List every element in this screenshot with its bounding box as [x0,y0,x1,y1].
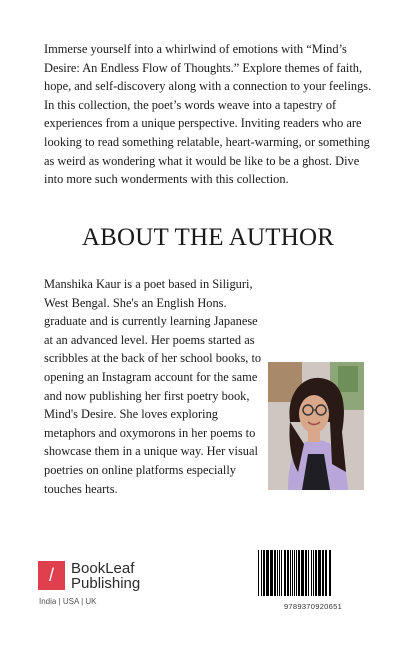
publisher-logo [38,561,198,609]
publisher-name-line2: Publishing [71,575,141,592]
barcode-bars-icon [256,550,370,596]
isbn-number: 9789370920651 [283,602,343,611]
publisher-regions: India | USA | UK [39,597,97,606]
author-photo [268,362,364,490]
publisher-name-line1: BookLeaf [71,560,135,577]
author-bio: Manshika Kaur is a poet based in Siliguri, West Bengal. She's an English Hons. graduate and is currently learning Japanese at an advanced level. Her poems started as scribbles at the back of her school books, to opening an Instagram account for the same and now publishing her first poetry book, Mind's Desire. She loves exploring metaphors and oxymorons in her poems to showcase them in a unique way. Her visual poetries on online platforms especially touches hearts. [44,277,262,496]
back-cover-blurb: Immerse yourself into a whirlwind of emotions with “Mind’s Desire: An Endless Flow of Thoughts.” Explore themes of faith, hope, and self-discovery along with a connection to your feelings. In this collection, the poet’s words weave into a tapestry of experiences from a unique perspective. Inviting readers who are looking to read something relatable, heart-warming, or something as weird as wondering what it would be like to be a ghost. Dive into more such wonderments with this collection. [44,42,372,187]
isbn-barcode [256,550,370,610]
about-author-heading: ABOUT THE AUTHOR [81,224,335,251]
publisher-mark-icon: / [38,561,65,590]
